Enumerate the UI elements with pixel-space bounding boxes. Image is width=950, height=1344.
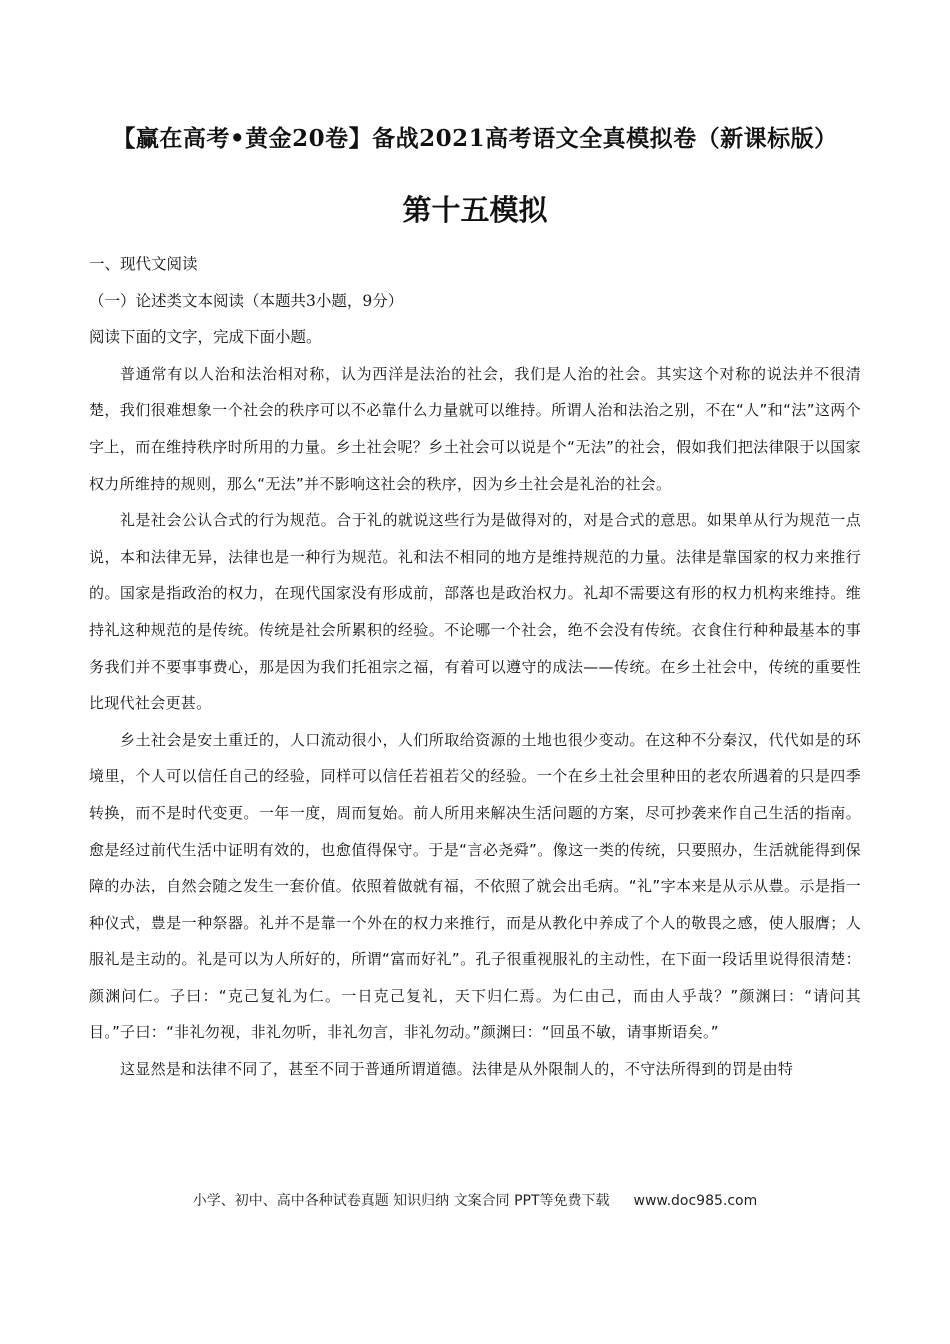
document-body [89, 246, 861, 1088]
passage-paragraph-4: 这显然是和法律不同了，甚至不同于普通所谓道德。法律是从外限制人的，不守法所得到的罚是由特 [120, 1060, 794, 1079]
passage-paragraph-1: 普通常有以人治和法治相对称，认为西洋是法治的社会，我们是人治的社会。其实这个对称的说法并不很清楚，我们很难想象一个社会的秩序可以不必靠什么力量就可以维持。所谓人治和法治之别，不在“人”和“法”这两个字上，而在维持秩序时所用的力量。乡土社会呢？乡土社会可以说是个“无法”的社会，假如我们把法律限于以国家权力所维持的规则，那么“无法”并不影响这社会的秩序，因为乡土社会是礼治的社会。 [89, 364, 861, 493]
exam-title: 【赢在高考•黄金20卷】备战2021高考语文全真模拟卷（新课标版） [112, 125, 838, 152]
footer-text: 小学、初中、高中各种试卷真题 知识归纳 文案合同 PPT等免费下载 [192, 1193, 610, 1209]
passage-paragraph-2: 礼是社会公认合式的行为规范。合于礼的就说这些行为是做得对的，对是合式的意思。如果单从行为规范一点说，本和法律无异，法律也是一种行为规范。礼和法不相同的地方是维持规范的力量。法律是靠国家的权力来推行的。国家是指政治的权力，在现代国家没有形成前，部落也是政治权力。礼却不需要这有形的权力机构来维持。维持礼这种规范的是传统。传统是社会所累积的经验。不论哪一个社会，绝不会没有传统。衣食住行种种最基本的事务我们并不要事事费心，那是因为我们托祖宗之福，有着可以遵守的成法——传统。在乡土社会中，传统的重要性比现代社会更甚。 [89, 511, 861, 713]
section-subheading: （一）论述类文本阅读（本题共3小题，9分） [89, 291, 404, 310]
section-heading: 一、现代文阅读 [89, 255, 198, 273]
page-footer [0, 1190, 950, 1212]
footer-link[interactable]: www.doc985.com [633, 1193, 758, 1209]
exam-subtitle: 第十五模拟 [402, 193, 548, 227]
passage-paragraph-3: 乡土社会是安土重迁的，人口流动很小，人们所取给资源的土地也很少变动。在这种不分秦汉，代代如是的环境里，个人可以信任自己的经验，同样可以信任若祖若父的经验。一个在乡土社会里种田的老农所遇着的只是四季转换，而不是时代变更。一年一度，周而复始。前人所用来解决生活问题的方案，尽可抄袭来作自己生活的指南。愈是经过前代生活中证明有效的，也愈值得保守。于是“言必尧舜”。像这一类的传统，只要照办，生活就能得到保障的办法，自然会随之发生一套价值。依照着做就有福，不依照了就会出毛病。“礼”字本来是从示从豊。示是指一种仪式，豊是一种祭器。礼并不是靠一个外在的权力来推行，而是从教化中养成了个人的敬畏之感，使人服膺；人服礼是主动的。礼是可以为人所好的，所谓“富而好礼”。孔子很重视服礼的主动性，在下面一段话里说得很清楚：颜渊问仁。子曰：“克己复礼为仁。一日克己复礼，天下归仁焉。为仁由己，而由人乎哉？”颜渊曰：“请问其目。”子曰：“非礼勿视，非礼勿听，非礼勿言，非礼勿动。”颜渊曰：“回虽不敏，请事斯语矣。” [89, 730, 861, 1042]
reading-instruction: 阅读下面的文字，完成下面小题。 [89, 328, 322, 347]
